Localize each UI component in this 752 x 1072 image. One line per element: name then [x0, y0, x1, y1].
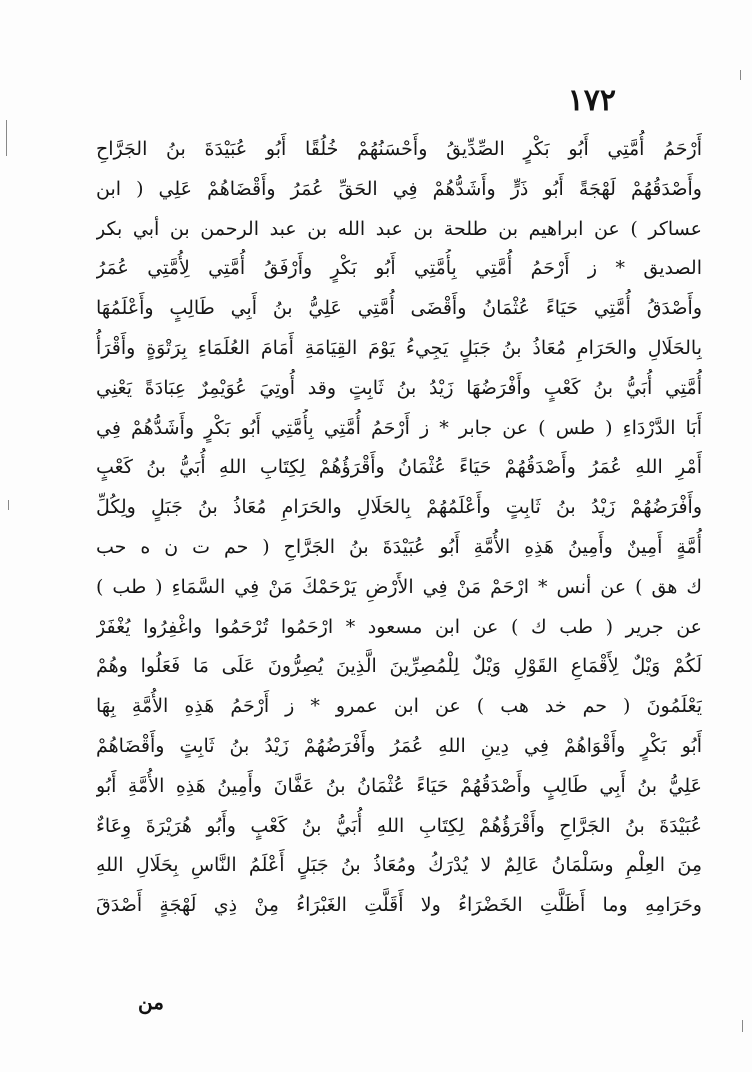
text-line: ك هق ) عن أنس * ارْحَمْ مَنْ فِي الأَرْضِ يَرْحَمْكَ مَنْ فِي السَّمَاءِ ( طب ) [96, 575, 702, 598]
text-line: عساكر ) عن ابراهيم بن طلحة بن عبد الله بن عبد الرحمن بن أبي بكر [96, 217, 702, 240]
text-line: أُمَّتِي أُبَيُّ بنُ كَعْبٍ وأَفْرَضُهَا زَيْدُ بنُ ثَابِتٍ وقد أُوتِيَ عُوَيْمِرٌ عِبَادَةً يَعْنِي [96, 376, 702, 399]
text-line: أَمْرِ اللهِ عُمَرُ وأَصْدَقُهُمْ حَيَاءً عُثْمَانُ وأَقْرَؤُهُمْ لِكِتَابِ اللهِ أُبَيُّ بنُ كَعْبٍ [96, 456, 702, 479]
page-number: ١٧٢ [567, 83, 616, 118]
text-line: عن جرير ( طب ك ) عن ابن مسعود * ارْحَمُوا تُرْحَمُوا واغْفِرُوا يُغْفَرْ [96, 615, 702, 638]
text-line: الصديق * ز أَرْحَمُ أُمَّتِي بِأُمَّتِي أَبُو بَكْرٍ وأَرْفَقُ أُمَّتِي لِأُمَّتِي عُمَرُ [96, 257, 702, 280]
text-line: مِنَ العِلْمِ وسَلْمَانُ عَالِمٌ لا يُدْرَكُ ومُعَاذُ بنُ جَبَلٍ أَعْلَمُ النَّاسِ بِحَلَالِ اللهِ [96, 854, 702, 877]
text-line: عَلِيُّ بنُ أَبِي طَالِبٍ وأَصْدَقُهُمْ حَيَاءً عُثْمَانُ بنُ عَفَّانَ وأَمِينُ هَذِهِ الأُمَّةِ أَبُو [96, 774, 702, 797]
text-line: وأَصْدَقُهُمْ لَهْجَةً أَبُو ذَرٍّ وأَشَدُّهُمْ فِي الحَقِّ عُمَرُ وأَقْضَاهُمْ عَلِي ( ابن [96, 177, 702, 200]
text-line: أَبُو بَكْرٍ وأَقْوَاهُمْ فِي دِينِ اللهِ عُمَرُ وأَفْرَضُهُمْ زَيْدُ بنُ ثَابِتٍ وأَقْضَاهُمْ [96, 734, 702, 757]
text-line: أُمَّةٍ أَمِينٌ وأَمِينُ هَذِهِ الأُمَّةِ أَبُو عُبَيْدَةَ بنُ الجَرَّاحِ ( حم ت ن ه حب [96, 535, 702, 558]
text-line: أَبَا الدَّرْدَاءِ ( طس ) عن جابر * ز أَرْحَمُ أُمَّتِي بِأُمَّتِي أَبُو بَكْرٍ وأَشَدُّهُمْ فِي [96, 416, 702, 439]
catchword: من [138, 990, 164, 1014]
text-line: لَكُمْ وَيْلٌ لِأَقْمَاعِ القَوْلِ وَيْلٌ لِلْمُصِرِّينَ الَّذِينَ يُصِرُّونَ عَلَى مَا فَعَلُوا وهُمْ [96, 655, 702, 678]
text-line: عُبَيْدَةَ بنُ الجَرَّاحِ وأَقْرَؤُهُمْ لِكِتَابِ اللهِ أُبَيُّ بنُ كَعْبٍ وأَبُو هُرَيْرَةَ وِعَاءٌ [96, 814, 702, 837]
text-line: وحَرَامِهِ وما أَظَلَّتِ الخَضْرَاءُ ولا أَقَلَّتِ الغَبْرَاءُ مِنْ ذِي لَهْجَةٍ أَصْدَقَ [96, 894, 702, 917]
text-line: وأَفْرَضُهُمْ زَيْدُ بنُ ثَابِتٍ وأَعْلَمُهُمْ بِالحَلَالِ والحَرَامِ مُعَاذُ بنُ جَبَلٍ ولِكُلِّ [96, 496, 702, 519]
text-line: أَرْحَمُ أُمَّتِي أَبُو بَكْرٍ الصِّدِّيقُ وأَحْسَنُهُمْ خُلُقًا أَبُو عُبَيْدَةَ بنُ الجَرَّاحِ [96, 138, 702, 160]
text-line: وأَصْدَقُ أُمَّتِي حَيَاءً عُثْمَانُ وأَقْضَى أُمَّتِي عَلِيُّ بنُ أَبِي طَالِبٍ وأَعْلَمُهَا [96, 297, 702, 320]
margin-scan-mark [742, 1020, 743, 1032]
margin-scan-mark [740, 70, 741, 80]
text-line: بِالحَلَالِ والحَرَامِ مُعَاذُ بنُ جَبَلٍ يَجِيءُ يَوْمَ القِيَامَةِ أَمَامَ العُلَمَاءِ بِرَتْوَةٍ وأَقْرَأُ [96, 336, 702, 359]
margin-scan-mark [6, 120, 7, 156]
text-line: يَعْلَمُونَ ( حم خد هب ) عن ابن عمرو * ز أَرْحَمُ هَذِهِ الأُمَّةِ بِهَا [96, 695, 702, 718]
body-text [96, 130, 702, 926]
margin-scan-mark [8, 500, 9, 510]
